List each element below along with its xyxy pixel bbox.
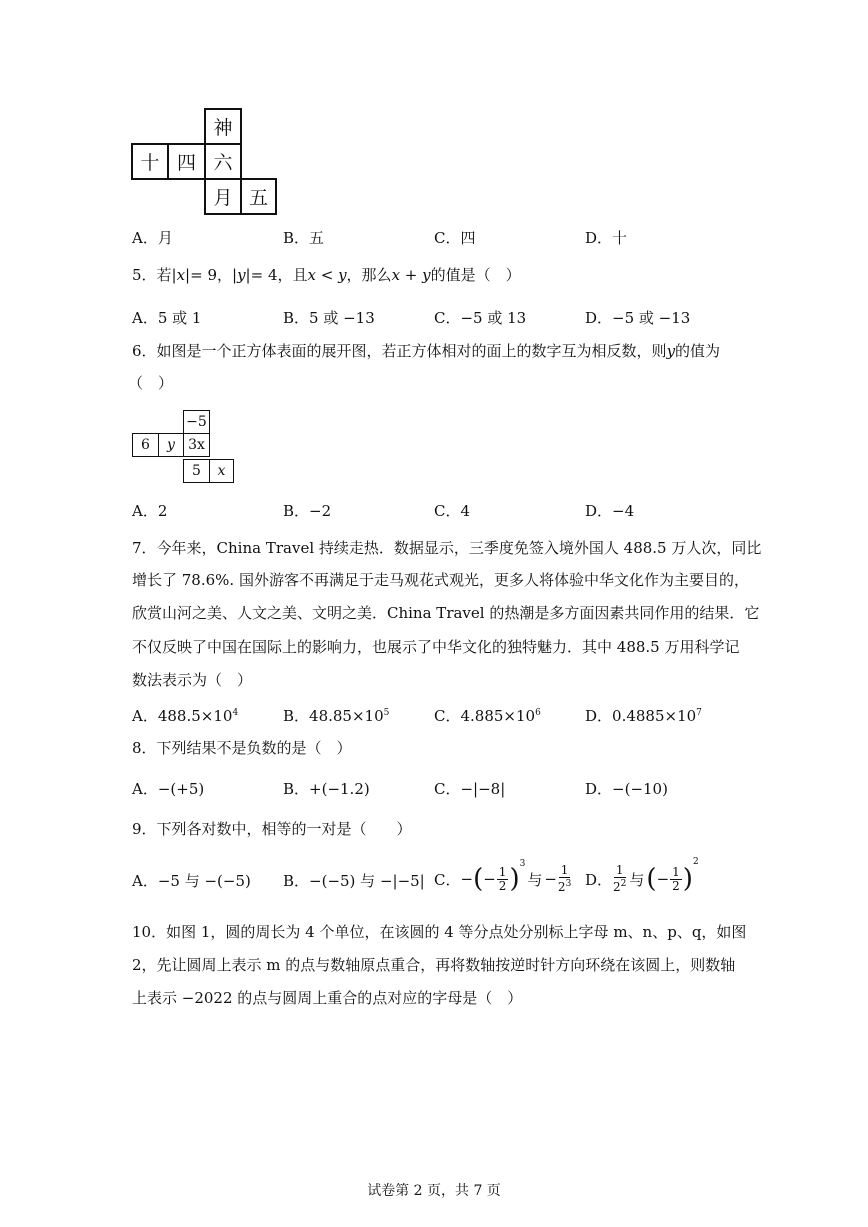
q4-net-cell-shen: 神 [204,108,242,145]
q5-option-c: C．−5 或 13 [434,309,527,327]
q4-net-cell-shi: 十 [131,143,169,180]
q6-net-cell-5: 5 [183,459,210,483]
q9-stem: 9．下列各对数中，相等的一对是（ ） [132,820,412,838]
q6-option-b: B．−2 [283,502,332,520]
q5-option-b: B．5 或 −13 [283,309,375,327]
q7-option-c: C．$4.885\times 10^6$ [434,707,541,725]
q4-option-b: B．五 [283,229,325,247]
q6-net-cell-3x: 3x [183,433,210,457]
q6-option-a: A．2 [132,502,168,520]
q4-net-cell-yue: 月 [204,178,242,215]
q5-stem: 5．若|x|= 9，|y|= 4，且x < y，那么x + y的值是（ ） [132,266,521,284]
q4-option-a: A．月 [132,229,173,247]
q4-option-d: D．十 [585,229,628,247]
page-footer: 试卷第 2 页，共 7 页 [367,1183,501,1199]
q7-line-4: 不仅反映了中国在国际上的影响力，也展示了中华文化的独特魅力．其中 488.5 万用科学记 [132,638,740,656]
q9-option-b: B．−(−5) 与 −|−5| [283,872,425,890]
q7-line-3: 欣赏山河之美、人文之美、文明之美．China Travel 的热潮是多方面因素共同作用的结果．它 [132,604,760,622]
q6-net-cell-x: x [209,459,234,483]
q4-net-cell-si: 四 [167,143,206,180]
q6-stem-line1: 6．如图是一个正方体表面的展开图，若正方体相对的面上的数字互为相反数，则y的值为 [132,342,721,360]
q9-option-d: D． $\frac{1}{2^2}$ 与 ( − $\frac{1}{2}$ ) $^2$ [585,857,699,894]
q4-net-cell-liu: 六 [204,143,242,180]
q8-option-b: B．+(−1.2) [283,780,370,798]
q6-net-cell-6: 6 [132,433,159,457]
q8-stem: 8．下列结果不是负数的是（ ） [132,739,352,757]
q6-option-c: C．4 [434,502,471,520]
q4-option-c: C．四 [434,229,476,247]
q6-net-cell-top: −5 [183,410,210,434]
q6-net-cell-y: y [158,433,184,457]
q10-line-3: 上表示 −2022 的点与圆周上重合的点对应的字母是（ ） [132,989,523,1007]
q9-option-a: A．−5 与 −(−5) [132,872,251,890]
q10-line-1: 10．如图 1，圆的周长为 4 个单位，在该圆的 4 等分点处分别标上字母 m、n、p、q，如图 [132,923,747,941]
q10-line-2: 2，先让圆周上表示 m 的点与数轴原点重合，再将数轴按逆时针方向环绕在该圆上，则数轴 [132,956,736,974]
q6-stem-line2: （ ） [128,374,174,392]
q7-line-1: 7．今年来，China Travel 持续走热．数据显示，三季度免签入境外国人 488.5 万人次，同比 [132,539,762,557]
q5-option-d: D．−5 或 −13 [585,309,691,327]
q7-option-b: B．$48.85\times 10^5$ [283,707,390,725]
q7-line-5: 数法表示为（ ） [132,671,253,689]
q7-option-d: D．$0.4885\times 10^7$ [585,707,702,725]
q7-option-a: A．$488.5\times 10^4$ [132,707,239,725]
q6-option-d: D．−4 [585,502,635,520]
q9-option-c: C． − ( − $\frac{1}{2}$ ) $^3$ 与 − $\frac{1}{2^3}$ [434,859,572,894]
q5-option-a: A．5 或 1 [132,309,202,327]
q8-option-a: A．−(+5) [132,780,205,798]
q8-option-c: C．−|−8| [434,780,506,798]
q8-option-d: D．−(−10) [585,780,668,798]
q7-line-2: 增长了 78.6%. 国外游客不再满足于走马观花式观光，更多人将体验中华文化作为主要目的， [132,571,749,589]
q4-net-cell-wu: 五 [240,178,277,215]
